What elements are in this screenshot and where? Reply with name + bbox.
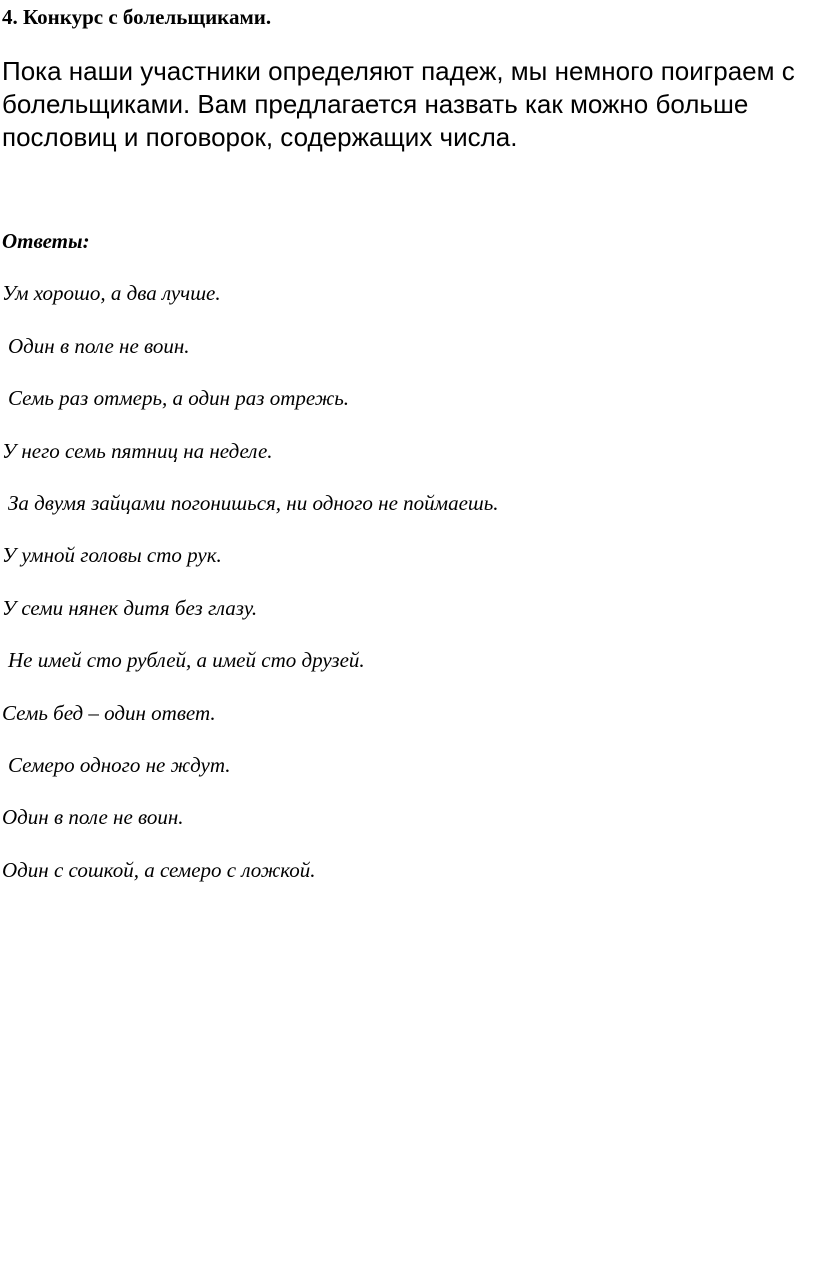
answer-item: У умной головы сто рук.	[2, 543, 222, 567]
answer-item: Семеро одного не ждут.	[8, 753, 231, 777]
answer-item: У него семь пятниц на неделе.	[2, 439, 273, 463]
answer-item: У семи нянек дитя без глазу.	[2, 596, 258, 620]
section-heading: 4. Конкурс с болельщиками.	[2, 5, 272, 29]
answer-item: Семь раз отмерь, а один раз отрежь.	[8, 386, 350, 410]
answer-item: Семь бед – один ответ.	[2, 701, 216, 725]
answer-item: Не имей сто рублей, а имей сто друзей.	[8, 648, 365, 672]
answer-item: За двумя зайцами погонишься, ни одного не поймаешь.	[8, 491, 499, 515]
answer-item: Один в поле не воин.	[2, 805, 184, 829]
answer-item: Один с сошкой, а семеро с ложкой.	[2, 858, 316, 882]
answers-title: Ответы:	[2, 229, 90, 253]
answer-item: Ум хорошо, а два лучше.	[2, 281, 221, 305]
answer-item: Один в поле не воин.	[8, 334, 190, 358]
intro-paragraph: Пока наши участники определяют падеж, мы немного поиграем с болельщиками. Вам предлагается назвать как можно больше пословиц и поговорок, содержащих числа.	[2, 56, 795, 152]
